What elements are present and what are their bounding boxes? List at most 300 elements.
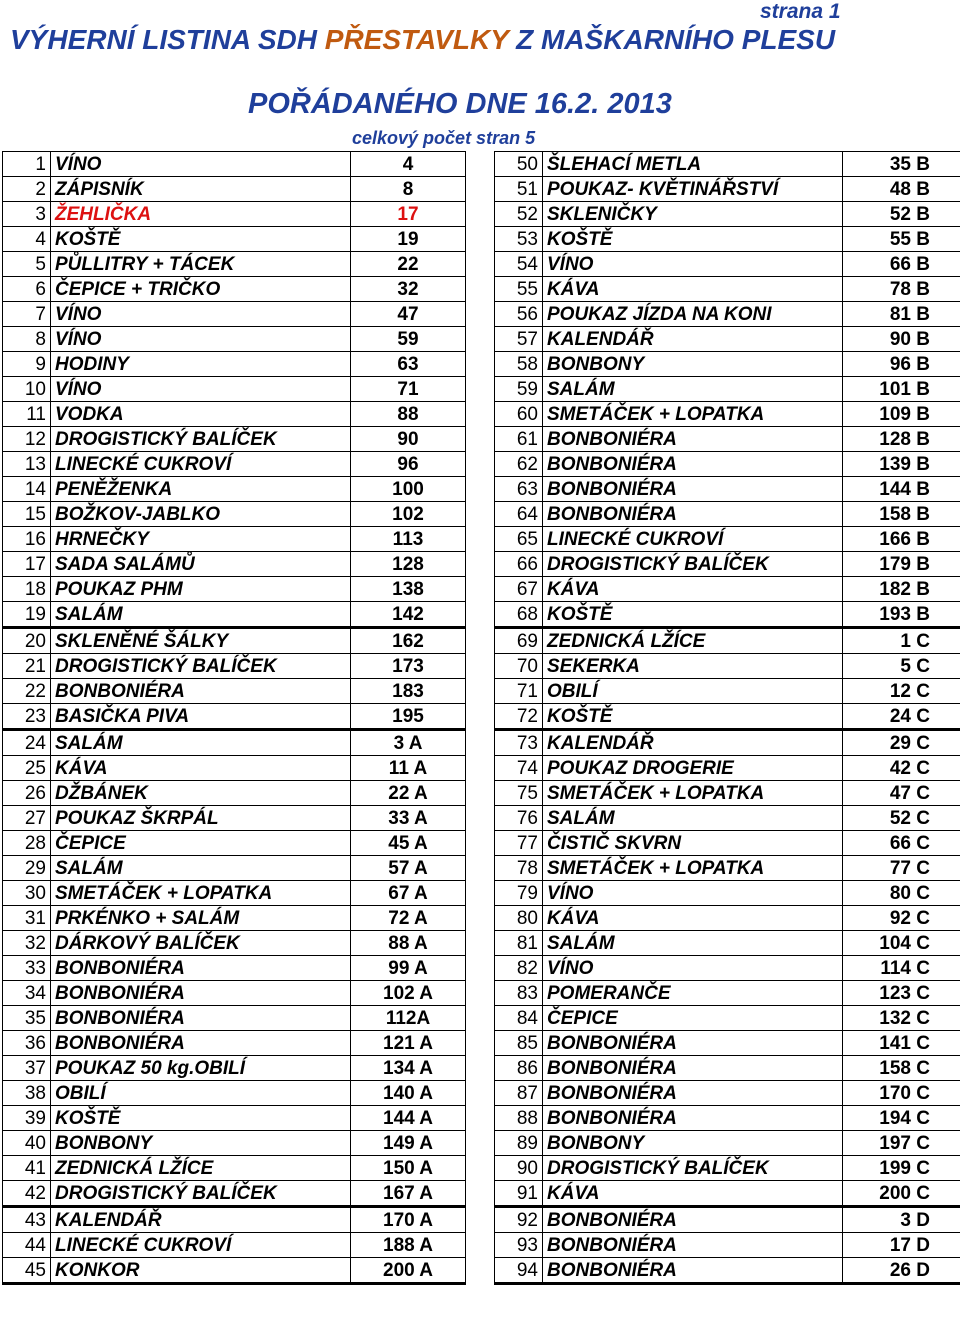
prize-number: 7 xyxy=(3,302,51,327)
prize-name: SMETÁČEK + LOPATKA xyxy=(51,881,351,906)
ticket-number: 182 B xyxy=(843,577,960,602)
prize-number: 12 xyxy=(3,427,51,452)
prize-name: KOŠTĚ xyxy=(51,1106,351,1131)
table-row xyxy=(3,1031,466,1056)
prize-number: 37 xyxy=(3,1056,51,1081)
ticket-number: 24 C xyxy=(843,704,960,730)
table-row xyxy=(495,227,960,252)
prize-number: 51 xyxy=(495,177,543,202)
prize-number: 78 xyxy=(495,856,543,881)
prize-number: 59 xyxy=(495,377,543,402)
table-row xyxy=(3,1056,466,1081)
table-row xyxy=(495,654,960,679)
prize-number: 56 xyxy=(495,302,543,327)
ticket-number: 142 xyxy=(351,602,466,628)
page-number: strana 1 xyxy=(760,0,841,23)
table-row xyxy=(495,477,960,502)
table-row xyxy=(495,730,960,756)
prize-number: 35 xyxy=(3,1006,51,1031)
ticket-number: 71 xyxy=(351,377,466,402)
prize-number: 87 xyxy=(495,1081,543,1106)
prize-number: 71 xyxy=(495,679,543,704)
prize-number: 57 xyxy=(495,327,543,352)
prize-number: 26 xyxy=(3,781,51,806)
ticket-number: 35 B xyxy=(843,152,960,177)
prize-name: VÍNO xyxy=(51,302,351,327)
prize-name: KALENDÁŘ xyxy=(51,1207,351,1233)
ticket-number: 66 B xyxy=(843,252,960,277)
prize-number: 5 xyxy=(3,252,51,277)
table-row xyxy=(3,931,466,956)
prize-name: SMETÁČEK + LOPATKA xyxy=(543,402,843,427)
prize-name: BONBONIÉRA xyxy=(543,502,843,527)
prize-number: 73 xyxy=(495,730,543,756)
prize-number: 82 xyxy=(495,956,543,981)
prize-number: 60 xyxy=(495,402,543,427)
prize-number: 66 xyxy=(495,552,543,577)
ticket-number: 32 xyxy=(351,277,466,302)
prize-number: 89 xyxy=(495,1131,543,1156)
ticket-number: 81 B xyxy=(843,302,960,327)
prize-number: 36 xyxy=(3,1031,51,1056)
prize-name: BONBONIÉRA xyxy=(51,981,351,1006)
prize-number: 3 xyxy=(3,202,51,227)
ticket-number: 99 A xyxy=(351,956,466,981)
table-row xyxy=(3,577,466,602)
prize-name: KOŠTĚ xyxy=(51,227,351,252)
prize-name: BONBONIÉRA xyxy=(51,679,351,704)
prize-name: BONBONY xyxy=(543,352,843,377)
prize-name: ZEDNICKÁ LŽÍCE xyxy=(51,1156,351,1181)
prize-name: ČISTIČ SKVRN xyxy=(543,831,843,856)
prize-name: DROGISTICKÝ BALÍČEK xyxy=(51,654,351,679)
table-row xyxy=(495,177,960,202)
prize-number: 45 xyxy=(3,1258,51,1284)
prize-name: BONBONIÉRA xyxy=(543,1106,843,1131)
table-row xyxy=(495,577,960,602)
ticket-number: 140 A xyxy=(351,1081,466,1106)
ticket-number: 166 B xyxy=(843,527,960,552)
ticket-number: 195 xyxy=(351,704,466,730)
prize-name: ČEPICE xyxy=(543,1006,843,1031)
prize-number: 16 xyxy=(3,527,51,552)
table-row xyxy=(3,881,466,906)
ticket-number: 158 C xyxy=(843,1056,960,1081)
table-row xyxy=(3,1181,466,1207)
prize-name: POUKAZ PHM xyxy=(51,577,351,602)
table-row xyxy=(3,956,466,981)
prize-number: 70 xyxy=(495,654,543,679)
ticket-number: 104 C xyxy=(843,931,960,956)
prize-name: POUKAZ ŠKRPÁL xyxy=(51,806,351,831)
prize-name: SKLENIČKY xyxy=(543,202,843,227)
table-row xyxy=(495,856,960,881)
prize-name: SALÁM xyxy=(543,806,843,831)
prize-name: BONBONIÉRA xyxy=(543,1031,843,1056)
table-row xyxy=(495,252,960,277)
prize-number: 67 xyxy=(495,577,543,602)
prize-number: 38 xyxy=(3,1081,51,1106)
prize-number: 41 xyxy=(3,1156,51,1181)
ticket-number: 149 A xyxy=(351,1131,466,1156)
ticket-number: 162 xyxy=(351,628,466,654)
ticket-number: 197 C xyxy=(843,1131,960,1156)
ticket-number: 92 C xyxy=(843,906,960,931)
prize-name: POUKAZ JÍZDA NA KONI xyxy=(543,302,843,327)
table-row xyxy=(495,806,960,831)
table-row xyxy=(495,552,960,577)
ticket-number: 114 C xyxy=(843,956,960,981)
table-row xyxy=(495,327,960,352)
ticket-number: 4 xyxy=(351,152,466,177)
ticket-number: 80 C xyxy=(843,881,960,906)
ticket-number: 29 C xyxy=(843,730,960,756)
table-row xyxy=(495,1106,960,1131)
ticket-number: 132 C xyxy=(843,1006,960,1031)
table-row xyxy=(3,730,466,756)
prize-number: 62 xyxy=(495,452,543,477)
ticket-number: 66 C xyxy=(843,831,960,856)
table-row xyxy=(495,1207,960,1233)
table-row xyxy=(495,377,960,402)
prize-name: SEKERKA xyxy=(543,654,843,679)
prize-name: SKLENĚNÉ ŠÁLKY xyxy=(51,628,351,654)
prize-name: DROGISTICKÝ BALÍČEK xyxy=(543,552,843,577)
prize-name: ČEPICE xyxy=(51,831,351,856)
ticket-number: 102 A xyxy=(351,981,466,1006)
title-part1: VÝHERNÍ LISTINA SDH xyxy=(10,24,325,55)
prize-name: BONBONY xyxy=(51,1131,351,1156)
prize-number: 50 xyxy=(495,152,543,177)
prize-name: KÁVA xyxy=(543,277,843,302)
table-row xyxy=(495,781,960,806)
prize-name: BONBONIÉRA xyxy=(543,1207,843,1233)
table-row xyxy=(495,1258,960,1284)
table-row xyxy=(495,1233,960,1258)
prize-name: BASIČKA PIVA xyxy=(51,704,351,730)
prize-name: BONBONIÉRA xyxy=(543,427,843,452)
prize-number: 88 xyxy=(495,1106,543,1131)
table-row xyxy=(3,327,466,352)
prize-number: 33 xyxy=(3,956,51,981)
prize-number: 15 xyxy=(3,502,51,527)
prize-name: BONBONIÉRA xyxy=(543,1081,843,1106)
table-row xyxy=(3,427,466,452)
prize-number: 76 xyxy=(495,806,543,831)
prize-name: KÁVA xyxy=(543,906,843,931)
prize-number: 27 xyxy=(3,806,51,831)
prize-name: BONBONIÉRA xyxy=(543,452,843,477)
prize-number: 24 xyxy=(3,730,51,756)
table-row xyxy=(495,302,960,327)
prize-number: 25 xyxy=(3,756,51,781)
ticket-number: 183 xyxy=(351,679,466,704)
prize-number: 92 xyxy=(495,1207,543,1233)
prize-name: LINECKÉ CUKROVÍ xyxy=(543,527,843,552)
table-row xyxy=(3,527,466,552)
prize-number: 86 xyxy=(495,1056,543,1081)
ticket-number: 3 A xyxy=(351,730,466,756)
prize-number: 9 xyxy=(3,352,51,377)
ticket-number: 179 B xyxy=(843,552,960,577)
ticket-number: 47 C xyxy=(843,781,960,806)
prize-number: 69 xyxy=(495,628,543,654)
prize-name: SALÁM xyxy=(543,931,843,956)
ticket-number: 45 A xyxy=(351,831,466,856)
table-row xyxy=(495,881,960,906)
table-row xyxy=(495,1056,960,1081)
table-row xyxy=(3,1006,466,1031)
prize-number: 20 xyxy=(3,628,51,654)
prize-number: 84 xyxy=(495,1006,543,1031)
table-row xyxy=(3,981,466,1006)
ticket-number: 193 B xyxy=(843,602,960,628)
ticket-number: 72 A xyxy=(351,906,466,931)
ticket-number: 123 C xyxy=(843,981,960,1006)
ticket-number: 113 xyxy=(351,527,466,552)
table-row xyxy=(3,1131,466,1156)
ticket-number: 158 B xyxy=(843,502,960,527)
table-row xyxy=(3,781,466,806)
prize-name: PRKÉNKO + SALÁM xyxy=(51,906,351,931)
ticket-number: 67 A xyxy=(351,881,466,906)
table-row xyxy=(3,377,466,402)
table-row xyxy=(495,981,960,1006)
table-row xyxy=(3,452,466,477)
ticket-number: 59 xyxy=(351,327,466,352)
prize-number: 40 xyxy=(3,1131,51,1156)
table-row xyxy=(495,1031,960,1056)
table-row xyxy=(3,552,466,577)
table-row xyxy=(3,477,466,502)
ticket-number: 112A xyxy=(351,1006,466,1031)
table-row xyxy=(3,227,466,252)
pages-total: celkový počet stran 5 xyxy=(352,128,536,148)
prize-name: LINECKÉ CUKROVÍ xyxy=(51,452,351,477)
ticket-number: 88 A xyxy=(351,931,466,956)
prize-name: BOŽKOV-JABLKO xyxy=(51,502,351,527)
prize-number: 93 xyxy=(495,1233,543,1258)
ticket-number: 101 B xyxy=(843,377,960,402)
prize-name: VODKA xyxy=(51,402,351,427)
prize-name: DROGISTICKÝ BALÍČEK xyxy=(543,1156,843,1181)
prize-name: DÁRKOVÝ BALÍČEK xyxy=(51,931,351,956)
ticket-number: 48 B xyxy=(843,177,960,202)
prize-number: 77 xyxy=(495,831,543,856)
prize-name: SALÁM xyxy=(543,377,843,402)
ticket-number: 199 C xyxy=(843,1156,960,1181)
ticket-number: 194 C xyxy=(843,1106,960,1131)
prize-number: 65 xyxy=(495,527,543,552)
ticket-number: 17 D xyxy=(843,1233,960,1258)
prize-name: POUKAZ- KVĚTINÁŘSTVÍ xyxy=(543,177,843,202)
table-row xyxy=(3,252,466,277)
prize-name: BONBONIÉRA xyxy=(543,1258,843,1284)
ticket-number: 173 xyxy=(351,654,466,679)
prize-name: ZÁPISNÍK xyxy=(51,177,351,202)
ticket-number: 150 A xyxy=(351,1156,466,1181)
prize-number: 13 xyxy=(3,452,51,477)
prize-name: PŮLLITRY + TÁCEK xyxy=(51,252,351,277)
document-subtitle: POŘÁDANÉHO DNE 16.2. 2013 xyxy=(248,88,672,120)
table-row xyxy=(3,654,466,679)
ticket-number: 188 A xyxy=(351,1233,466,1258)
ticket-number: 128 B xyxy=(843,427,960,452)
table-row xyxy=(3,1081,466,1106)
ticket-number: 22 A xyxy=(351,781,466,806)
prize-number: 22 xyxy=(3,679,51,704)
table-row xyxy=(3,202,466,227)
ticket-number: 90 B xyxy=(843,327,960,352)
table-row xyxy=(3,628,466,654)
prize-number: 19 xyxy=(3,602,51,628)
prize-number: 28 xyxy=(3,831,51,856)
prize-name: VÍNO xyxy=(543,881,843,906)
prize-number: 6 xyxy=(3,277,51,302)
table-row xyxy=(495,202,960,227)
prize-name: DROGISTICKÝ BALÍČEK xyxy=(51,1181,351,1207)
table-row xyxy=(3,1156,466,1181)
prize-number: 34 xyxy=(3,981,51,1006)
ticket-number: 17 xyxy=(351,202,466,227)
prize-name: BONBONIÉRA xyxy=(51,1031,351,1056)
prize-table-right xyxy=(494,151,960,1285)
prize-name: KALENDÁŘ xyxy=(543,327,843,352)
ticket-number: 200 C xyxy=(843,1181,960,1207)
prize-number: 17 xyxy=(3,552,51,577)
prize-name: BONBONIÉRA xyxy=(543,477,843,502)
ticket-number: 42 C xyxy=(843,756,960,781)
prize-name: DŽBÁNEK xyxy=(51,781,351,806)
ticket-number: 19 xyxy=(351,227,466,252)
table-row xyxy=(495,931,960,956)
prize-number: 29 xyxy=(3,856,51,881)
ticket-number: 109 B xyxy=(843,402,960,427)
ticket-number: 200 A xyxy=(351,1258,466,1284)
table-row xyxy=(3,1106,466,1131)
prize-number: 8 xyxy=(3,327,51,352)
prize-number: 53 xyxy=(495,227,543,252)
prize-name: SMETÁČEK + LOPATKA xyxy=(543,781,843,806)
prize-name: KALENDÁŘ xyxy=(543,730,843,756)
table-row xyxy=(495,906,960,931)
table-row xyxy=(495,427,960,452)
table-row xyxy=(3,302,466,327)
prize-number: 1 xyxy=(3,152,51,177)
table-row xyxy=(495,1181,960,1207)
table-row xyxy=(3,856,466,881)
prize-name: BONBONIÉRA xyxy=(543,1233,843,1258)
ticket-number: 139 B xyxy=(843,452,960,477)
table-row xyxy=(495,502,960,527)
table-row xyxy=(495,831,960,856)
prize-name: ŠLEHACÍ METLA xyxy=(543,152,843,177)
ticket-number: 141 C xyxy=(843,1031,960,1056)
ticket-number: 170 C xyxy=(843,1081,960,1106)
prize-name: BONBONY xyxy=(543,1131,843,1156)
ticket-number: 144 B xyxy=(843,477,960,502)
title-highlight: PŘESTAVLKY xyxy=(324,24,509,55)
table-row xyxy=(495,704,960,730)
prize-name: PENĚŽENKA xyxy=(51,477,351,502)
prize-name: ČEPICE + TRIČKO xyxy=(51,277,351,302)
table-row xyxy=(3,177,466,202)
table-row xyxy=(495,602,960,628)
ticket-number: 138 xyxy=(351,577,466,602)
ticket-number: 100 xyxy=(351,477,466,502)
ticket-number: 77 C xyxy=(843,856,960,881)
ticket-number: 52 B xyxy=(843,202,960,227)
prize-name: OBILÍ xyxy=(543,679,843,704)
prize-name: KONKOR xyxy=(51,1258,351,1284)
table-row xyxy=(495,679,960,704)
ticket-number: 26 D xyxy=(843,1258,960,1284)
ticket-number: 144 A xyxy=(351,1106,466,1131)
prize-name: POMERANČE xyxy=(543,981,843,1006)
prize-number: 52 xyxy=(495,202,543,227)
table-row xyxy=(495,152,960,177)
prize-name: KÁVA xyxy=(51,756,351,781)
prize-number: 43 xyxy=(3,1207,51,1233)
table-row xyxy=(495,452,960,477)
table-row xyxy=(495,1131,960,1156)
prize-number: 58 xyxy=(495,352,543,377)
table-row xyxy=(3,1233,466,1258)
table-row xyxy=(495,402,960,427)
prize-name: ŽEHLIČKA xyxy=(51,202,351,227)
prize-name: VÍNO xyxy=(51,377,351,402)
prize-number: 23 xyxy=(3,704,51,730)
ticket-number: 33 A xyxy=(351,806,466,831)
prize-name: HRNEČKY xyxy=(51,527,351,552)
document-title xyxy=(10,24,835,56)
title-part2: Z MAŠKARNÍHO PLESU xyxy=(508,24,836,55)
prize-number: 55 xyxy=(495,277,543,302)
ticket-number: 121 A xyxy=(351,1031,466,1056)
ticket-number: 128 xyxy=(351,552,466,577)
table-row xyxy=(495,628,960,654)
prize-number: 10 xyxy=(3,377,51,402)
prize-name: KOŠTĚ xyxy=(543,227,843,252)
prize-number: 83 xyxy=(495,981,543,1006)
ticket-number: 47 xyxy=(351,302,466,327)
ticket-number: 90 xyxy=(351,427,466,452)
table-row xyxy=(3,831,466,856)
ticket-number: 1 C xyxy=(843,628,960,654)
ticket-number: 57 A xyxy=(351,856,466,881)
prize-name: VÍNO xyxy=(51,152,351,177)
prize-name: KÁVA xyxy=(543,1181,843,1207)
ticket-number: 12 C xyxy=(843,679,960,704)
table-row xyxy=(3,679,466,704)
prize-name: KÁVA xyxy=(543,577,843,602)
ticket-number: 96 B xyxy=(843,352,960,377)
ticket-number: 170 A xyxy=(351,1207,466,1233)
ticket-number: 96 xyxy=(351,452,466,477)
table-row xyxy=(3,704,466,730)
table-row xyxy=(3,1258,466,1284)
prize-number: 68 xyxy=(495,602,543,628)
ticket-number: 134 A xyxy=(351,1056,466,1081)
prize-number: 79 xyxy=(495,881,543,906)
table-row xyxy=(3,906,466,931)
table-row xyxy=(3,602,466,628)
prize-number: 21 xyxy=(3,654,51,679)
prize-name: ZEDNICKÁ LŽÍCE xyxy=(543,628,843,654)
prize-name: OBILÍ xyxy=(51,1081,351,1106)
prize-number: 11 xyxy=(3,402,51,427)
prize-number: 91 xyxy=(495,1181,543,1207)
